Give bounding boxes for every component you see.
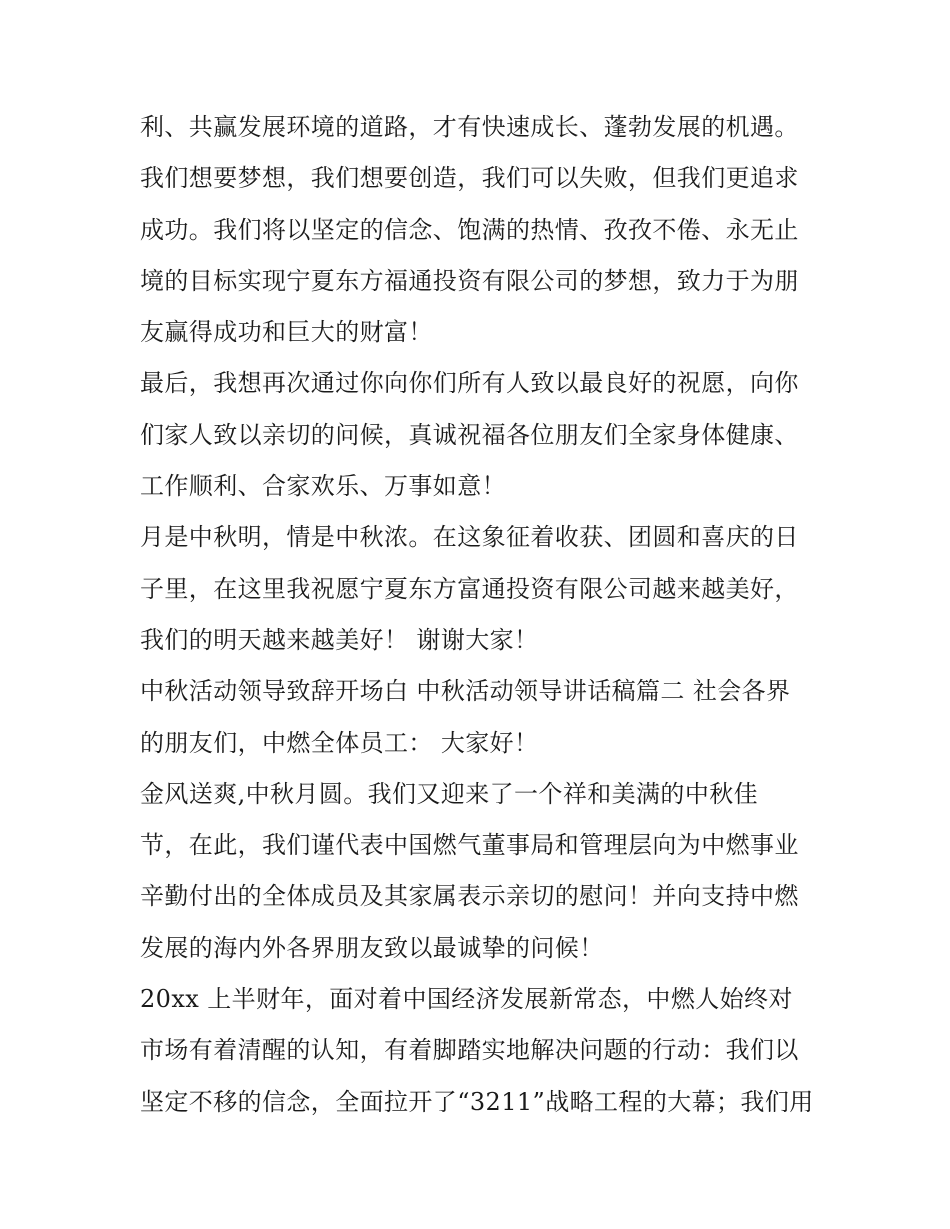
text-line: 20xx 上半财年，面对着中国经济发展新常态，中燃人始终对 <box>140 985 793 1014</box>
text-line: 最后，我想再次通过你向你们所有人致以最良好的祝愿，向你 <box>140 369 799 398</box>
text-line: 的朋友们，中燃全体员工： 大家好！ <box>140 728 539 757</box>
document-body <box>140 102 820 1128</box>
text-line: 金风送爽,中秋月圆。我们又迎来了一个祥和美满的中秋佳 <box>140 779 759 808</box>
text-line: 子里，在这里我祝愿宁夏东方富通投资有限公司越来越美好， <box>140 574 799 603</box>
text-line: 友赢得成功和巨大的财富！ <box>140 318 433 347</box>
text-line: 境的目标实现宁夏东方福通投资有限公司的梦想，致力于为朋 <box>140 266 799 295</box>
text-line: 我们的明天越来越美好！ 谢谢大家！ <box>140 625 539 654</box>
section-heading-line: 中秋活动领导致辞开场白 中秋活动领导讲话稿篇二 社会各界 <box>140 677 791 706</box>
text-line: 月是中秋明，情是中秋浓。在这象征着收获、团圆和喜庆的日 <box>140 523 799 552</box>
text-line: 辛勤付出的全体成员及其家属表示亲切的慰问！并向支持中燃 <box>140 882 799 911</box>
text-line: 节，在此，我们谨代表中国燃气董事局和管理层向为中燃事业 <box>140 831 799 860</box>
text-line: 市场有着清醒的认知，有着脚踏实地解决问题的行动：我们以 <box>140 1036 799 1065</box>
text-line: 成功。我们将以坚定的信念、饱满的热情、孜孜不倦、永无止 <box>140 215 799 244</box>
text-line: 发展的海内外各界朋友致以最诚挚的问候！ <box>140 933 604 962</box>
text-line: 我们想要梦想，我们想要创造，我们可以失败，但我们更追求 <box>140 164 799 193</box>
text-line: 们家人致以亲切的问候，真诚祝福各位朋友们全家身体健康、 <box>140 420 799 449</box>
text-line: 工作顺利、合家欢乐、万事如意！ <box>140 472 506 501</box>
text-line: 坚定不移的信念，全面拉开了“3211”战略工程的大幕；我们用 <box>140 1087 814 1116</box>
text-line: 利、共赢发展环境的道路，才有快速成长、蓬勃发展的机遇。 <box>140 113 799 141</box>
